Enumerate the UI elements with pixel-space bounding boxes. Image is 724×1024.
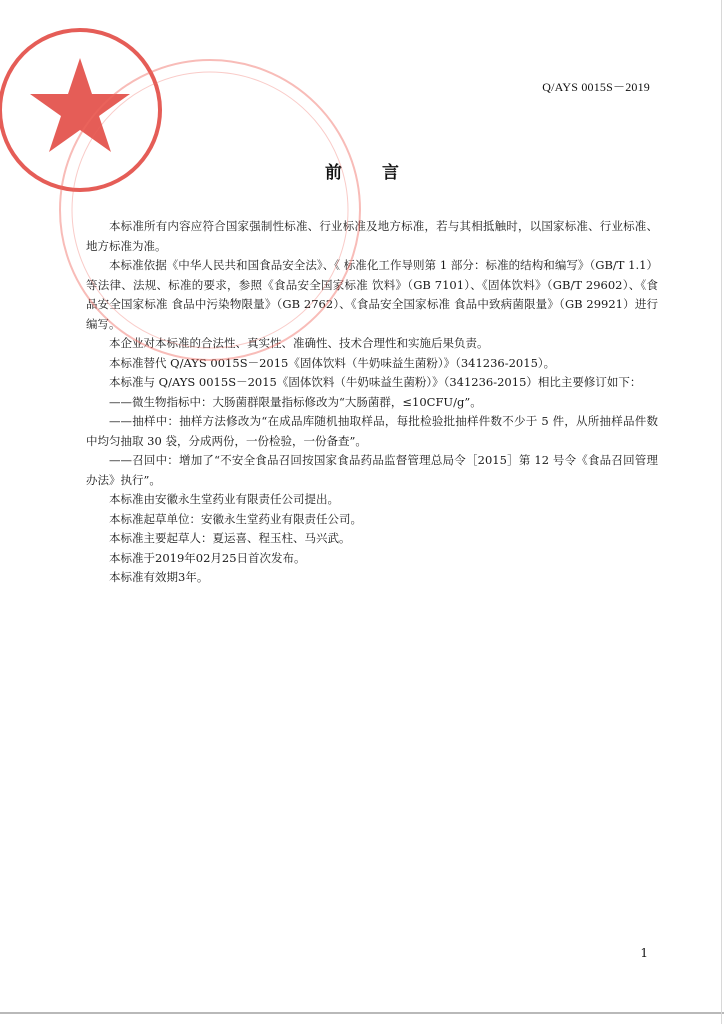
standard-code: Q/AYS 0015S－2019 [542, 80, 650, 94]
paragraph: 本企业对本标准的合法性、真实性、准确性、技术合理性和实施后果负责。 [109, 336, 489, 350]
paragraph: ——抽样中：抽样方法修改为“在成品库随机抽取样品，每批检验批抽样件数不少于 5 件，从所抽样品件数中均匀抽取 30 袋，分成两份，一份检验，一份备查”。 [86, 414, 658, 448]
paragraph: 本标准有效期3年。 [109, 570, 209, 584]
paragraph: 本标准替代 Q/AYS 0015S－2015《固体饮料（牛奶味益生菌粉）》（341236-2015）。 [109, 355, 556, 370]
paragraph: 本标准由安徽永生堂药业有限责任公司提出。 [109, 492, 339, 506]
right-edge-line [721, 0, 722, 1024]
foreword-body [86, 217, 658, 588]
paragraph: ——微生物指标中：大肠菌群限量指标修改为“大肠菌群，≤10CFU/g”。 [109, 394, 482, 409]
page-number: 1 [640, 946, 648, 960]
paragraph: 本标准主要起草人：夏运喜、程玉柱、马兴武。 [109, 531, 351, 545]
paragraph: 本标准与 Q/AYS 0015S－2015《固体饮料（牛奶味益生菌粉）》（341236-2015）相比主要修订如下： [109, 375, 642, 389]
paragraph: 本标准依据《中华人民共和国食品安全法》、《 标准化工作导则第 1 部分：标准的结构和编写》（GB/T 1.1）等法律、法规、标准的要求，参照《食品安全国家标准 饮料》（GB 7101）、《固体饮料》（GB/T 29602）、《食品安全国家标准 食品中污染物限量》（GB 2762）、《食品安全国家标准 食品中致病菌限量》（GB 29921）进行编写。 [86, 258, 658, 331]
paragraph: 本标准所有内容应符合国家强制性标准、行业标准及地方标准，若与其相抵触时，以国家标准、行业标准、地方标准为准。 [86, 219, 658, 253]
paragraph: 本标准起草单位：安徽永生堂药业有限责任公司。 [109, 511, 362, 526]
paragraph: 本标准于2019年02月25日首次发布。 [109, 550, 306, 565]
company-seal [0, 0, 290, 250]
paragraph: ——召回中：增加了“不安全食品召回按国家食品药品监督管理总局令［2015］第 12 号令《食品召回管理办法》执行”。 [86, 453, 658, 487]
bottom-edge-line [0, 1012, 724, 1014]
page-title: 前言 [325, 163, 439, 183]
